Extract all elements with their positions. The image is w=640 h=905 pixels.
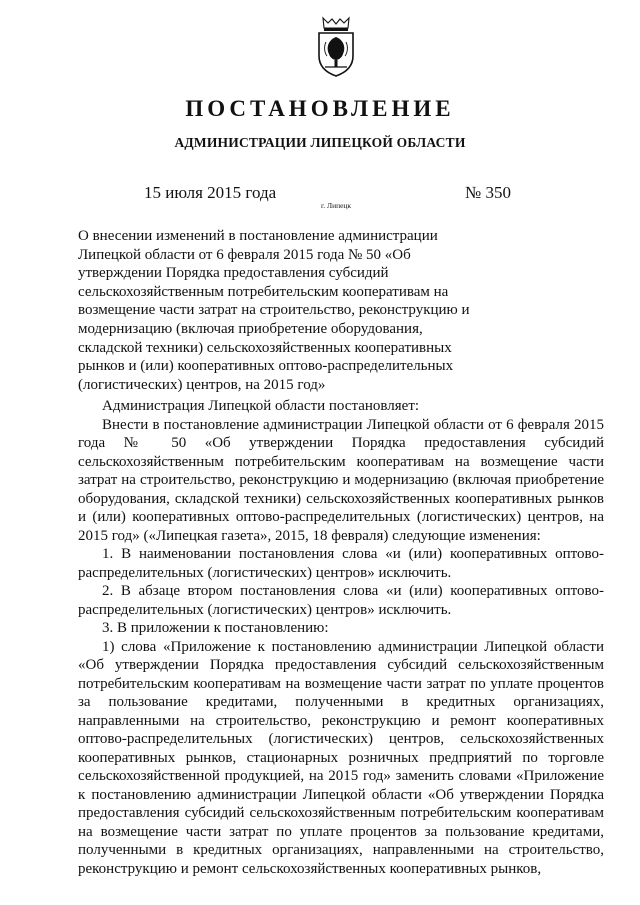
body-paragraph: 2. В абзаце втором постановления слова «и (или) кооперативных оптово-распределительных (логистических) центров» исключить. (78, 583, 604, 618)
issuing-authority: АДМИНИСТРАЦИИ ЛИПЕЦКОЙ ОБЛАСТИ (174, 135, 466, 150)
document-date: 15 июля 2015 года (144, 183, 277, 202)
body-paragraph: Внести в постановление администрации Липецкой области от 6 февраля 2015 года № 50 «Об утверждении Порядка предоставления субсидий сельскохозяйственным потребительским кооперативам на возмещение части затрат на строительство, реконструкцию и модернизацию (включая приобретение оборудования, складской техники) сельскохозяйственных кооперативных рынков и (или) кооперативных оптово-распределительных (логистических) центров, на 2015 год» («Липецкая газета», 2015, 18 февраля) следующие изменения: (78, 416, 604, 544)
document-city: г. Липецк (321, 201, 352, 210)
body-paragraph: 1. В наименовании постановления слова «и (или) кооперативных оптово-распределительных (логистических) центров» исключить. (78, 546, 604, 581)
document-title: ПОСТАНОВЛЕНИЕ (185, 96, 455, 121)
body-paragraph: 1) слова «Приложение к постановлению администрации Липецкой области «Об утверждении Порядка предоставления субсидий сельскохозяйственным потребительским кооперативам на возмещение части затрат по уплате процентов за пользование кредитами, полученными в кредитных организациях, направленными на строительство, реконструкцию и ремонт кооперативных оптово-распределительных (логистических) центров, сельскохозяйственных кооперативных рынков, стационарных розничных предприятий по торговле сельскохозяйственной продукцией, на 2015 год» заменить словами «Приложение к постановлению администрации Липецкой области «Об утверждении Порядка предоставления субсидий сельскохозяйственным потребительским кооперативам на возмещение части затрат по уплате процентов за пользование кредитами, полученными в кредитных организациях, направленными на строительство, реконструкцию и ремонт сельскохозяйственных кооперативных рынков, (78, 638, 604, 877)
body-paragraph: Администрация Липецкой области постановляет: (102, 398, 420, 414)
document-body (78, 397, 604, 878)
coat-of-arms-icon (315, 16, 357, 78)
body-paragraph: 3. В приложении к постановлению: (102, 620, 329, 636)
document-subject: О внесении изменений в постановление администрации Липецкой области от 6 февраля 2015 года № 50 «Об утверждении Порядка предоставления субсидий сельскохозяйственным потребительским кооперативам на возмещение части затрат на строительство, реконструкцию и модернизацию (включая приобретение оборудования, складской техники) сельскохозяйственных кооперативных рынков и (или) кооперативных оптово-распределительных (логистических) центров, на 2015 год» (78, 228, 470, 393)
document-number: № 350 (465, 183, 511, 202)
